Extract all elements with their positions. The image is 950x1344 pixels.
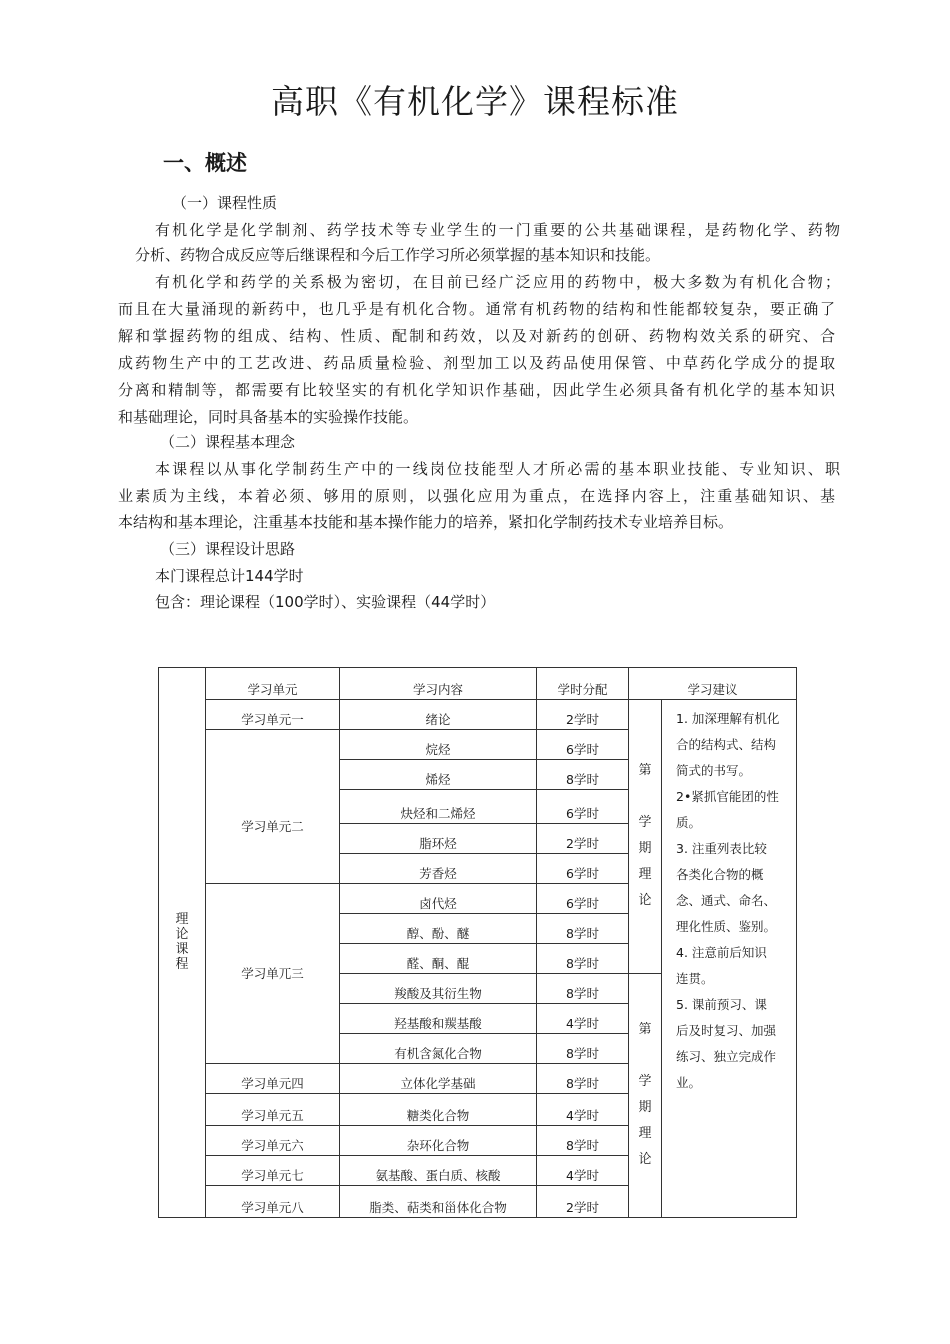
paragraph-line: 有机化学和药学的关系极为密切，在目前已经广泛应用的药物中，极大多数为有机化合物； [155,273,840,291]
unit-cell: 学习单元五 [206,1094,340,1126]
unit-cell: 学习单元七 [206,1156,340,1186]
header-content: 学习内容 [340,668,537,700]
content-cell: 脂类、萜类和甾体化合物 [340,1186,537,1218]
table-row [159,700,797,730]
hours-cell: 2学时 [537,700,629,730]
subheading-basic-concept: （二）课程基本理念 [160,433,296,451]
content-cell: 糖类化合物 [340,1094,537,1126]
paragraph-line: 本结构和基本理论，注重基本技能和基本操作能力的培养，紧扣化学制药技术专业培养目标。 [118,513,734,531]
content-cell: 立体化学基础 [340,1064,537,1094]
content-cell: 羧酸及其衍生物 [340,974,537,1004]
section-heading-overview: 一、概述 [163,151,247,175]
header-advice: 学习建议 [629,668,797,700]
content-cell: 醇、酚、醚 [340,914,537,944]
subheading-course-nature: （一）课程性质 [172,194,278,212]
content-cell: 炔烃和二烯烃 [340,790,537,824]
paragraph-line: 解和掌握药物的组成、结构、性质、配制和药效，以及对新药的创研、药物构效关系的研究、合 [118,327,835,345]
total-hours-line: 本门课程总计144学时 [155,567,304,585]
content-cell: 芳香烃 [340,854,537,884]
hours-cell: 4学时 [537,1094,629,1126]
semester-label-2: 第 学 期 理 论 [629,974,662,1218]
unit-cell: 学习单元六 [206,1126,340,1156]
content-cell: 脂环烃 [340,824,537,854]
content-cell: 羟基酸和羰基酸 [340,1004,537,1034]
content-cell: 卤代烃 [340,884,537,914]
hours-cell: 6学时 [537,730,629,760]
paragraph-line: 分离和精制等，都需要有比较坚实的有机化学知识作基础，因此学生必须具备有机化学的基本知识 [118,381,835,399]
hours-cell: 8学时 [537,974,629,1004]
study-advice: 1. 加深理解有机化 合的结构式、结构 简式的书写。 2•紧抓官能团的性 质。 3. 注重列表比较 各类化合物的概 念、通式、命名、 理化性质、鉴别。 4. 注意前后知识 连贯。 5. 课前预习、课 后及时复习、加强 练习、独立完成作 业。 [662,700,797,1218]
hours-cell: 4学时 [537,1004,629,1034]
content-cell: 氨基酸、蛋白质、核酸 [340,1156,537,1186]
page-title: 高职《有机化学》课程标准 [271,82,679,121]
unit-cell: 学习单元八 [206,1186,340,1218]
subheading-design-idea: （三）课程设计思路 [160,540,296,558]
hours-cell: 2学时 [537,1186,629,1218]
content-cell: 醛、酮、醌 [340,944,537,974]
paragraph-line: 有机化学是化学制剂、药学技术等专业学生的一门重要的公共基础课程，是药物化学、药物 [155,221,840,239]
hours-breakdown-line: 包含：理论课程（100学时）、实验课程（44学时） [155,593,496,611]
hours-cell: 8学时 [537,760,629,790]
unit-cell: 学习单元一 [206,700,340,730]
unit-cell: 学习单元四 [206,1064,340,1094]
hours-cell: 2学时 [537,824,629,854]
content-cell: 有机含氮化合物 [340,1034,537,1064]
paragraph-line: 业素质为主线，本着必须、够用的原则，以强化应用为重点，在选择内容上，注重基础知识、基 [118,487,835,505]
category-label-theory: 理 论 课 程 [159,668,206,1218]
paragraph-line: 成药物生产中的工艺改进、药品质量检验、剂型加工以及药品使用保管、中草药化学成分的提取 [118,354,835,372]
header-hours: 学时分配 [537,668,629,700]
hours-cell: 6学时 [537,790,629,824]
paragraph-line: 分析、药物合成反应等后继课程和今后工作学习所必须掌握的基本知识和技能。 [135,246,661,264]
paragraph-line: 本课程以从事化学制药生产中的一线岗位技能型人才所必需的基本职业技能、专业知识、职 [155,460,840,478]
paragraph-line: 和基础理论，同时具备基本的实验操作技能。 [118,408,419,426]
paragraph-line: 而且在大量涌现的新药中，也几乎是有机化合物。通常有机药物的结构和性能都较复杂，要正确了 [118,300,835,318]
content-cell: 杂环化合物 [340,1126,537,1156]
hours-cell: 8学时 [537,1126,629,1156]
semester-label-1: 第 学 期 理 论 [629,700,662,974]
header-unit: 学习单元 [206,668,340,700]
hours-cell: 8学时 [537,1034,629,1064]
hours-cell: 8学时 [537,1064,629,1094]
content-cell: 烯烃 [340,760,537,790]
hours-cell: 6学时 [537,854,629,884]
unit-cell: 学习单元二 [206,730,340,884]
hours-cell: 8学时 [537,944,629,974]
course-table [158,667,797,1218]
table-header-row [159,668,797,700]
hours-cell: 6学时 [537,884,629,914]
hours-cell: 4学时 [537,1156,629,1186]
content-cell: 绪论 [340,700,537,730]
hours-cell: 8学时 [537,914,629,944]
content-cell: 烷烃 [340,730,537,760]
unit-cell: 学习单兀三 [206,884,340,1064]
